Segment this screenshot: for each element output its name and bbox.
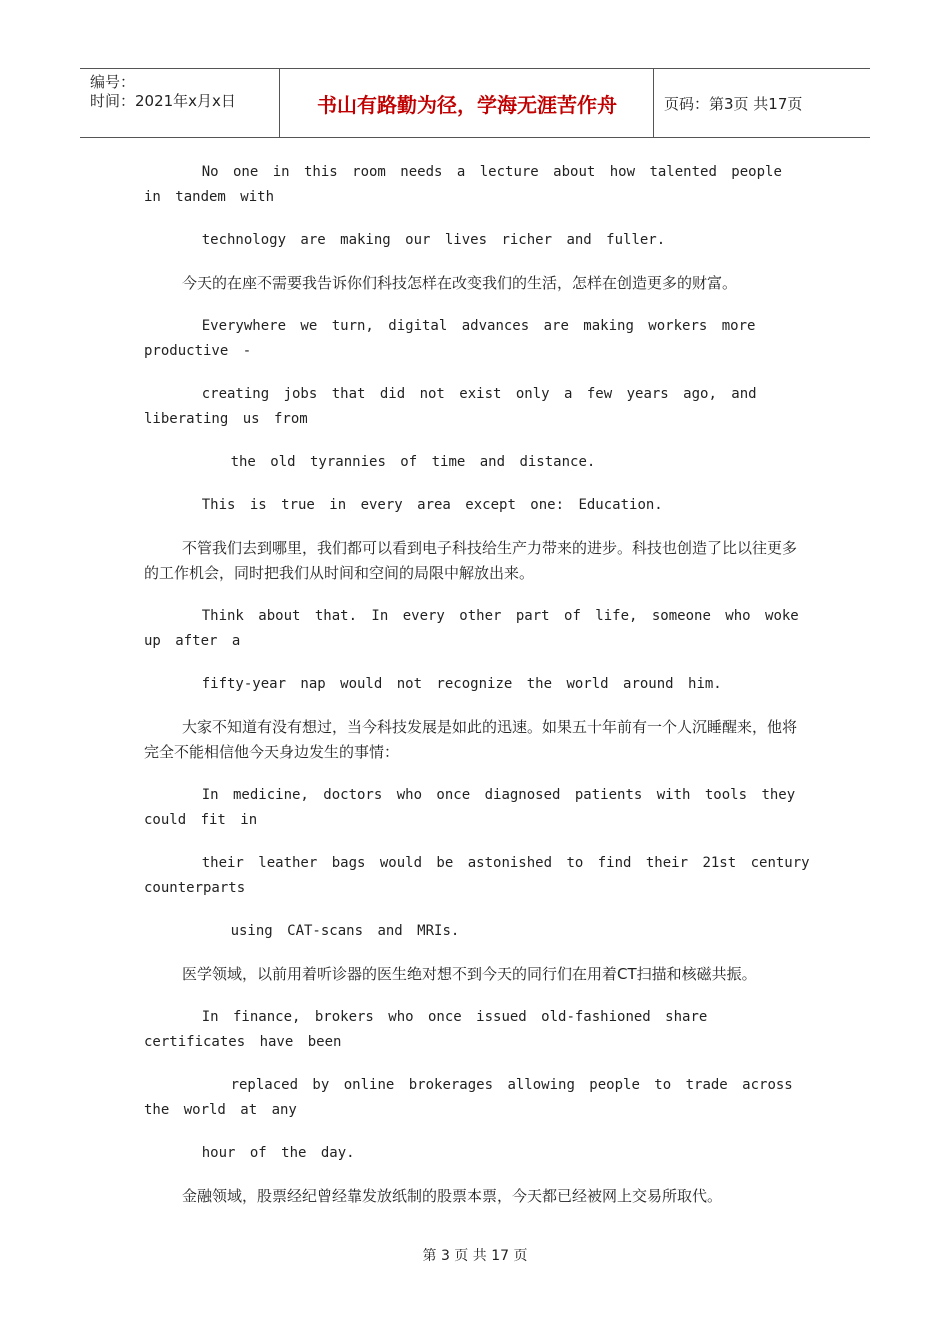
header-meta [80,69,280,137]
english-paragraph: This is true in every area except one: Education. [144,497,663,513]
english-paragraph: Think about that. In every other part of life, someone who woke up after a [144,608,814,649]
english-paragraph: hour of the day. [144,1145,355,1161]
number-label: 编号： [90,73,136,91]
chinese-paragraph: 金融领域，股票经纪曾经靠发放纸制的股票本票，今天都已经被网上交易所取代。 [182,1187,723,1205]
english-paragraph: technology are making our lives richer and fuller. [144,232,666,248]
english-paragraph: the old tyrannies of time and distance. [144,454,596,470]
chinese-paragraph: 不管我们去到哪里，我们都可以看到电子科技给生产力带来的进步。科技也创造了比以往更多的工作机会，同时把我们从时间和空间的局限中解放出来。 [144,539,798,582]
english-paragraph: replaced by online brokerages allowing people to trade across the world at any [144,1077,808,1118]
english-paragraph: No one in this room needs a lecture about how talented people in tandem with [144,164,797,205]
header-page-info: 页码：第3页 共17页 [664,94,803,113]
chinese-paragraph: 大家不知道有没有想过，当今科技发展是如此的迅速。如果五十年前有一个人沉睡醒来，他将完全不能相信他今天身边发生的事情： [144,718,798,761]
english-paragraph: their leather bags would be astonished to find their 21st century counterparts [144,855,825,896]
english-paragraph: In finance, brokers who once issued old-fashioned share certificates have been [144,1009,722,1050]
document-body [144,160,825,1227]
english-paragraph: fifty-year nap would not recognize the world around him. [144,676,722,692]
chinese-paragraph: 医学领域，以前用着听诊器的医生绝对想不到今天的同行们在用着CT扫描和核磁共振。 [182,965,757,983]
english-paragraph: using CAT-scans and MRIs. [144,923,460,939]
date-line: 时间：2021年x月x日 [90,92,236,110]
chinese-paragraph: 今天的在座不需要我告诉你们科技怎样在改变我们的生活，怎样在创造更多的财富。 [182,274,738,292]
english-paragraph: Everywhere we turn, digital advances are making workers more productive - [144,318,770,359]
header-motto: 书山有路勤为径，学海无涯苦作舟 [281,69,654,137]
english-paragraph: In medicine, doctors who once diagnosed patients with tools they could fit in [144,787,810,828]
english-paragraph: creating jobs that did not exist only a few years ago, and liberating us from [144,386,772,427]
page-footer: 第 3 页 共 17 页 [422,1248,528,1264]
page-header [80,68,870,138]
